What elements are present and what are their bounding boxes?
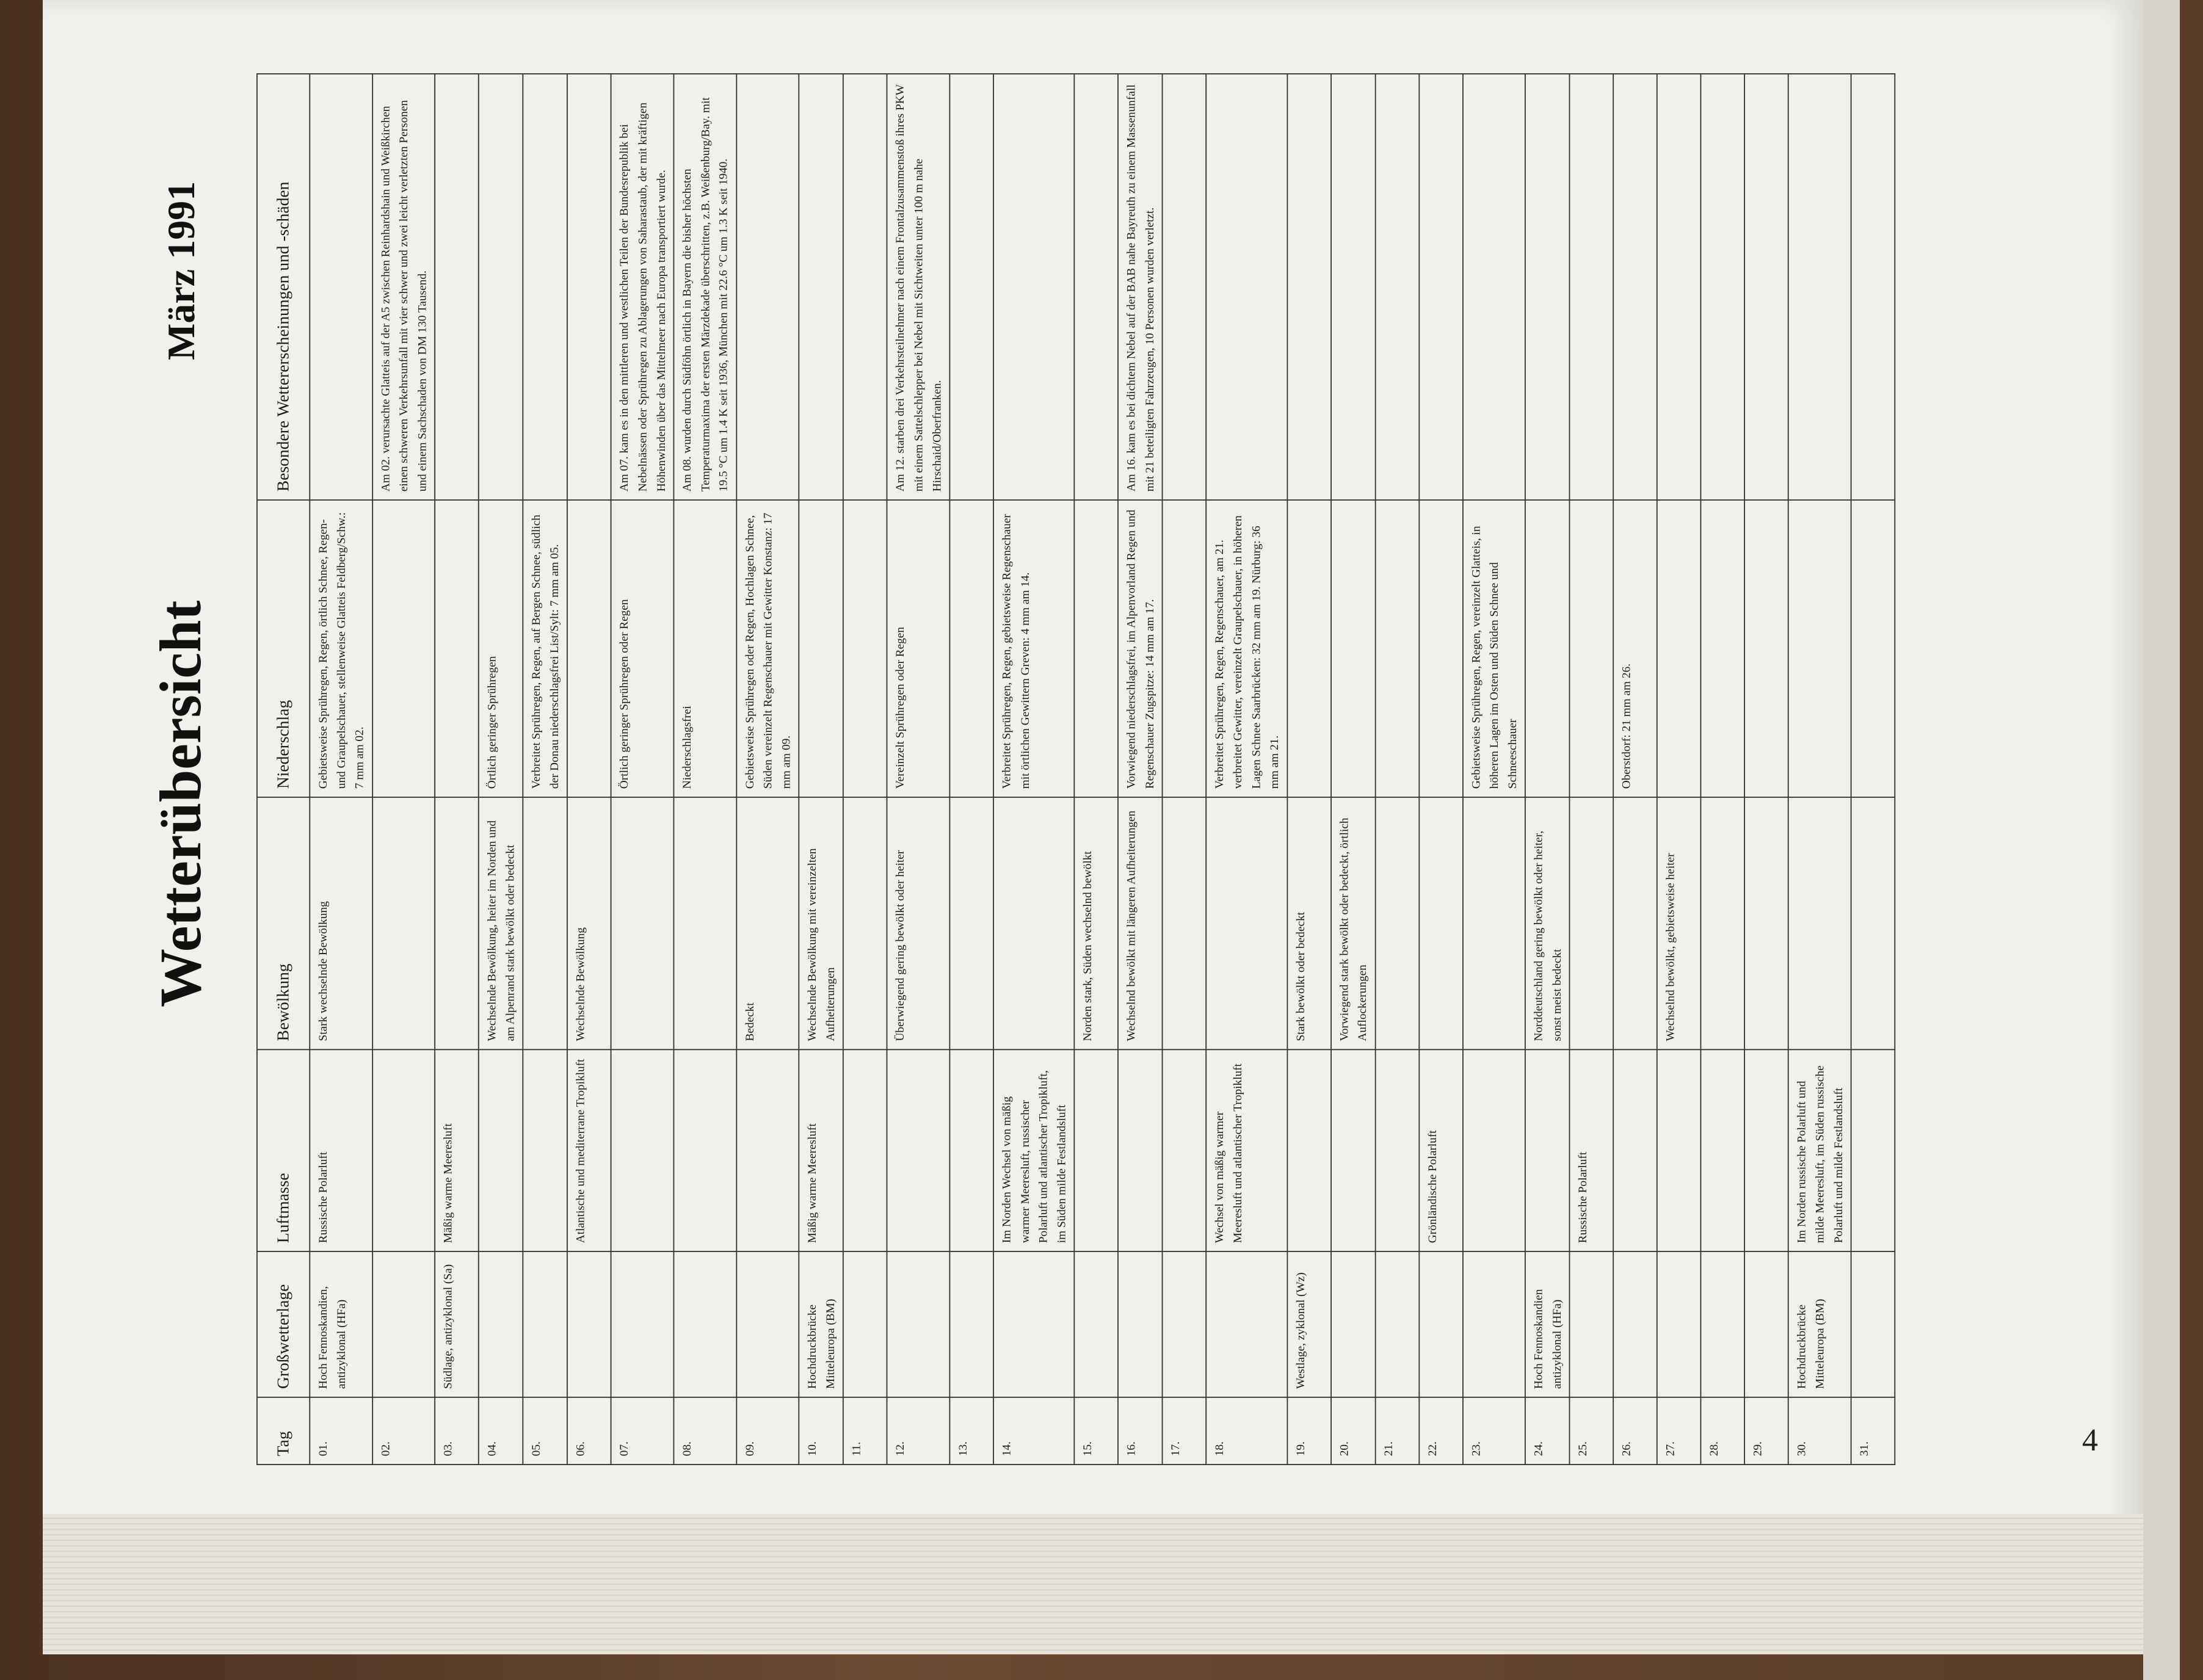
- cell-tag: 09.: [736, 1397, 799, 1465]
- cell-niederschlag: Verbreitet Sprühregen, Regen, Regenschauer, am 21. verbreitet Gewitter, vereinzelt Graupelschauer, in höheren Lagen Schnee Saarbrücken: 32 mm am 19. Nürburg: 36 mm am 21.: [1207, 500, 1287, 797]
- cell-tag: 24.: [1525, 1397, 1570, 1465]
- cell-luftmasse: Mäßig warme Meeresluft: [799, 1049, 844, 1251]
- cell-niederschlag: [1075, 500, 1119, 797]
- cell-luftmasse: [1331, 1049, 1376, 1251]
- table-row: [1375, 74, 1419, 1465]
- cell-besondere: [1375, 74, 1419, 500]
- table-row: [1657, 74, 1701, 1465]
- cell-tag: 13.: [950, 1397, 994, 1465]
- table-row: [736, 74, 799, 1465]
- cell-bewoelkung: Norddeutschland gering bewölkt oder heiter, sonst meist bedeckt: [1525, 797, 1570, 1049]
- cell-besondere: [1207, 74, 1287, 500]
- adjacent-page-edge: [2143, 0, 2180, 1680]
- cell-grosswetterlage: [372, 1251, 435, 1397]
- cell-bewoelkung: Bedeckt: [736, 797, 799, 1049]
- cell-niederschlag: [1701, 500, 1745, 797]
- table-row: [479, 74, 523, 1465]
- cell-niederschlag: Gebietsweise Sprühregen, Regen, vereinzelt Glatteis, in höheren Lagen im Osten und Süden Schnee und Schneeschauer: [1463, 500, 1526, 797]
- cell-luftmasse: [1851, 1049, 1895, 1251]
- cell-grosswetterlage: [1463, 1251, 1526, 1397]
- cell-luftmasse: [1075, 1049, 1119, 1251]
- col-header-luftmasse: Luftmasse: [257, 1049, 310, 1251]
- cell-luftmasse: [674, 1049, 737, 1251]
- cell-bewoelkung: [1744, 797, 1788, 1049]
- cell-grosswetterlage: [1331, 1251, 1376, 1397]
- page-edges: [43, 1514, 2143, 1654]
- table-row: [887, 74, 950, 1465]
- cell-bewoelkung: Wechselnd bewölkt, gebietsweise heiter: [1657, 797, 1701, 1049]
- table-row: [310, 74, 372, 1465]
- cell-niederschlag: [435, 500, 479, 797]
- cell-besondere: Am 02. verursachte Glatteis auf der A5 zwischen Reinhardshain und Weißkirchen einen schweren Verkehrsunfall mit vier schwer und zwei leicht verletzten Personen und einem Sachschaden von DM 130 Tausend.: [372, 74, 435, 500]
- cell-grosswetterlage: Hochdruckbrücke Mitteleuropa (BM): [1788, 1251, 1851, 1397]
- cell-niederschlag: [1851, 500, 1895, 797]
- table-row: [1614, 74, 1658, 1465]
- cell-luftmasse: Grönländische Polarluft: [1419, 1049, 1463, 1251]
- cell-tag: 19.: [1287, 1397, 1331, 1465]
- cell-bewoelkung: Überwiegend gering bewölkt oder heiter: [887, 797, 950, 1049]
- cell-grosswetterlage: [1657, 1251, 1701, 1397]
- cell-luftmasse: [736, 1049, 799, 1251]
- cell-besondere: [435, 74, 479, 500]
- cell-bewoelkung: [1375, 797, 1419, 1049]
- table-row: [993, 74, 1074, 1465]
- cell-bewoelkung: [611, 797, 674, 1049]
- cell-luftmasse: [950, 1049, 994, 1251]
- cell-luftmasse: [611, 1049, 674, 1251]
- cell-bewoelkung: [1419, 797, 1463, 1049]
- cell-tag: 11.: [843, 1397, 887, 1465]
- cell-grosswetterlage: [1419, 1251, 1463, 1397]
- cell-grosswetterlage: [950, 1251, 994, 1397]
- cell-luftmasse: [1701, 1049, 1745, 1251]
- cell-luftmasse: [1525, 1049, 1570, 1251]
- cell-tag: 31.: [1851, 1397, 1895, 1465]
- cell-tag: 30.: [1788, 1397, 1851, 1465]
- cell-bewoelkung: Wechselnde Bewölkung, heiter im Norden und am Alpenrand stark bewölkt oder bedeckt: [479, 797, 523, 1049]
- cell-niederschlag: [567, 500, 611, 797]
- cell-luftmasse: [1463, 1049, 1526, 1251]
- cell-grosswetterlage: Hochdruckbrücke Mitteleuropa (BM): [799, 1251, 844, 1397]
- cell-luftmasse: [843, 1049, 887, 1251]
- cell-grosswetterlage: [611, 1251, 674, 1397]
- cell-luftmasse: [1287, 1049, 1331, 1251]
- table-row: [372, 74, 435, 1465]
- table-row: [611, 74, 674, 1465]
- cell-tag: 29.: [1744, 1397, 1788, 1465]
- cell-besondere: [1287, 74, 1331, 500]
- cell-niederschlag: [1163, 500, 1207, 797]
- cell-grosswetterlage: [993, 1251, 1074, 1397]
- cell-besondere: [843, 74, 887, 500]
- cell-niederschlag: Vorwiegend niederschlagsfrei, im Alpenvorland Regen und Regenschauer Zugspitze: 14 mm am 17.: [1118, 500, 1163, 797]
- cell-grosswetterlage: [567, 1251, 611, 1397]
- cell-luftmasse: Russische Polarluft: [310, 1049, 372, 1251]
- cell-niederschlag: Niederschlagsfrei: [674, 500, 737, 797]
- table-row: [1570, 74, 1614, 1465]
- cell-niederschlag: [843, 500, 887, 797]
- cell-tag: 16.: [1118, 1397, 1163, 1465]
- cell-niederschlag: Oberstdorf: 21 mm am 26.: [1614, 500, 1658, 797]
- cell-besondere: [1657, 74, 1701, 500]
- cell-tag: 07.: [611, 1397, 674, 1465]
- cell-tag: 05.: [523, 1397, 568, 1465]
- cell-grosswetterlage: Westlage, zyklonal (Wz): [1287, 1251, 1331, 1397]
- cell-bewoelkung: [1788, 797, 1851, 1049]
- cell-luftmasse: [1614, 1049, 1658, 1251]
- cell-grosswetterlage: [479, 1251, 523, 1397]
- cell-besondere: [1851, 74, 1895, 500]
- cell-luftmasse: Russische Polarluft: [1570, 1049, 1614, 1251]
- cell-luftmasse: [523, 1049, 568, 1251]
- cell-niederschlag: [950, 500, 994, 797]
- table-row: [1744, 74, 1788, 1465]
- cell-besondere: [567, 74, 611, 500]
- col-header-besondere: Besondere Wettererscheinungen und -schäden: [257, 74, 310, 500]
- cell-bewoelkung: Stark wechselnde Bewölkung: [310, 797, 372, 1049]
- table-row: [1163, 74, 1207, 1465]
- table-row: [1287, 74, 1331, 1465]
- col-header-niederschlag: Niederschlag: [257, 500, 310, 797]
- cell-bewoelkung: [1701, 797, 1745, 1049]
- cell-besondere: [736, 74, 799, 500]
- cell-niederschlag: [1287, 500, 1331, 797]
- table-header-row: [257, 74, 310, 1465]
- cell-tag: 06.: [567, 1397, 611, 1465]
- cell-grosswetterlage: [1614, 1251, 1658, 1397]
- cell-grosswetterlage: [887, 1251, 950, 1397]
- cell-tag: 21.: [1375, 1397, 1419, 1465]
- cell-niederschlag: [1788, 500, 1851, 797]
- col-header-grosswetterlage: Großwetterlage: [257, 1251, 310, 1397]
- cell-bewoelkung: Wechselnde Bewölkung: [567, 797, 611, 1049]
- cell-besondere: Am 12. starben drei Verkehrsteilnehmer nach einem Frontalzusammenstoß ihres PKW mit einem Sattelschlepper bei Nebel mit Sichtweiten unter 100 m nahe Hirschaid/Oberfranken.: [887, 74, 950, 500]
- table-row: [1075, 74, 1119, 1465]
- cell-niederschlag: Örtlich geringer Sprühregen oder Regen: [611, 500, 674, 797]
- cell-tag: 15.: [1075, 1397, 1119, 1465]
- cell-bewoelkung: [950, 797, 994, 1049]
- table-row: [674, 74, 737, 1465]
- cell-besondere: [1331, 74, 1376, 500]
- cell-besondere: [1525, 74, 1570, 500]
- cell-niederschlag: Verbreitet Sprühregen, Regen, gebietsweise Regenschauer mit örtlichen Gewittern Greven: 4 mm am 14.: [993, 500, 1074, 797]
- table-row: [799, 74, 844, 1465]
- cell-besondere: [310, 74, 372, 500]
- cell-besondere: [1701, 74, 1745, 500]
- cell-luftmasse: Atlantische und mediterrane Tropikluft: [567, 1049, 611, 1251]
- cell-tag: 23.: [1463, 1397, 1526, 1465]
- cell-luftmasse: [372, 1049, 435, 1251]
- cell-besondere: [523, 74, 568, 500]
- cell-bewoelkung: [523, 797, 568, 1049]
- cell-bewoelkung: Wechselnde Bewölkung mit vereinzelten Aufheiterungen: [799, 797, 844, 1049]
- cell-bewoelkung: [1614, 797, 1658, 1049]
- cell-grosswetterlage: [1701, 1251, 1745, 1397]
- table-row: [1701, 74, 1745, 1465]
- cell-besondere: [950, 74, 994, 500]
- cell-bewoelkung: [1463, 797, 1526, 1049]
- cell-bewoelkung: Wechselnd bewölkt mit längeren Aufheiterungen: [1118, 797, 1163, 1049]
- cell-grosswetterlage: [1075, 1251, 1119, 1397]
- table-row: [1463, 74, 1526, 1465]
- cell-luftmasse: [479, 1049, 523, 1251]
- cell-tag: 10.: [799, 1397, 844, 1465]
- cell-tag: 28.: [1701, 1397, 1745, 1465]
- cell-bewoelkung: [993, 797, 1074, 1049]
- col-header-bewoelkung: Bewölkung: [257, 797, 310, 1049]
- cell-luftmasse: [1118, 1049, 1163, 1251]
- cell-tag: 04.: [479, 1397, 523, 1465]
- cell-bewoelkung: Norden stark, Süden wechselnd bewölkt: [1075, 797, 1119, 1049]
- cell-tag: 14.: [993, 1397, 1074, 1465]
- cell-tag: 08.: [674, 1397, 737, 1465]
- cell-bewoelkung: Stark bewölkt oder bedeckt: [1287, 797, 1331, 1049]
- cell-tag: 18.: [1207, 1397, 1287, 1465]
- cell-bewoelkung: [674, 797, 737, 1049]
- cell-besondere: [799, 74, 844, 500]
- table-row: [1419, 74, 1463, 1465]
- cell-grosswetterlage: [1118, 1251, 1163, 1397]
- cell-grosswetterlage: [1851, 1251, 1895, 1397]
- cell-niederschlag: [1419, 500, 1463, 797]
- cell-tag: 25.: [1570, 1397, 1614, 1465]
- cell-bewoelkung: [372, 797, 435, 1049]
- cell-niederschlag: [799, 500, 844, 797]
- table-row: [435, 74, 479, 1465]
- cell-luftmasse: Im Norden russische Polarluft und milde Meeresluft, im Süden russische Polarluft und milde Festlandsluft: [1788, 1049, 1851, 1251]
- cell-tag: 20.: [1331, 1397, 1376, 1465]
- cell-tag: 02.: [372, 1397, 435, 1465]
- cell-luftmasse: Im Norden Wechsel von mäßig warmer Meeresluft, russischer Polarluft und atlantischer Tropikluft, im Süden milde Festlandsluft: [993, 1049, 1074, 1251]
- cell-besondere: Am 07. kam es in den mittleren und westlichen Teilen der Bundesrepublik bei Nebelnässen oder Sprühregen zu Ablagerungen von Saharastaub, der mit kräftigen Höhenwinden über das Mittelmeer nach Europa transportiert wurde.: [611, 74, 674, 500]
- cell-besondere: [479, 74, 523, 500]
- cell-besondere: Am 16. kam es bei dichtem Nebel auf der BAB nahe Bayreuth zu einem Massenunfall mit 21 beteiligten Fahrzeugen, 10 Personen wurden verletzt.: [1118, 74, 1163, 500]
- cell-bewoelkung: [1163, 797, 1207, 1049]
- cell-tag: 22.: [1419, 1397, 1463, 1465]
- cell-bewoelkung: [1851, 797, 1895, 1049]
- table-row: [843, 74, 887, 1465]
- cell-besondere: [1163, 74, 1207, 500]
- cell-grosswetterlage: [674, 1251, 737, 1397]
- cell-luftmasse: [887, 1049, 950, 1251]
- cell-besondere: [1744, 74, 1788, 500]
- cell-luftmasse: [1375, 1049, 1419, 1251]
- cell-luftmasse: Mäßig warme Meeresluft: [435, 1049, 479, 1251]
- cell-besondere: [1570, 74, 1614, 500]
- cell-grosswetterlage: [1375, 1251, 1419, 1397]
- cell-grosswetterlage: [736, 1251, 799, 1397]
- cell-besondere: Am 08. wurden durch Südföhn örtlich in Bayern die bisher höchsten Temperaturmaxima der ersten Märzdekade überschritten, z.B. Weißenburg/Bay. mit 19.5 °C um 1.4 K seit 1936, München mit 22.6 °C um 1.3 K seit 1940.: [674, 74, 737, 500]
- col-header-tag: Tag: [257, 1397, 310, 1465]
- cell-niederschlag: Vereinzelt Sprühregen oder Regen: [887, 500, 950, 797]
- cell-niederschlag: [1331, 500, 1376, 797]
- cell-tag: 03.: [435, 1397, 479, 1465]
- cell-grosswetterlage: Südlage, antizyklonal (Sa): [435, 1251, 479, 1397]
- cell-grosswetterlage: Hoch Fennoskandien antizyklonal (HFa): [1525, 1251, 1570, 1397]
- cell-luftmasse: [1163, 1049, 1207, 1251]
- cell-luftmasse: [1744, 1049, 1788, 1251]
- cell-grosswetterlage: [1207, 1251, 1287, 1397]
- cell-grosswetterlage: [1163, 1251, 1207, 1397]
- cell-tag: 12.: [887, 1397, 950, 1465]
- table-row: [567, 74, 611, 1465]
- cell-niederschlag: Gebietsweise Sprühregen oder Regen, Hochlagen Schnee, Süden vereinzelt Regenschauer mit Gewitter Konstanz: 17 mm am 09.: [736, 500, 799, 797]
- cell-tag: 01.: [310, 1397, 372, 1465]
- cell-besondere: [1788, 74, 1851, 500]
- cell-tag: 26.: [1614, 1397, 1658, 1465]
- cell-grosswetterlage: [1744, 1251, 1788, 1397]
- table-row: [1331, 74, 1376, 1465]
- cell-luftmasse: Wechsel von mäßig warmer Meeresluft und atlantischer Tropikluft: [1207, 1049, 1287, 1251]
- table-row: [1788, 74, 1851, 1465]
- cell-besondere: [1614, 74, 1658, 500]
- cell-niederschlag: [1375, 500, 1419, 797]
- cell-grosswetterlage: [523, 1251, 568, 1397]
- cell-besondere: [1075, 74, 1119, 500]
- cell-bewoelkung: [1207, 797, 1287, 1049]
- cell-bewoelkung: [843, 797, 887, 1049]
- cell-niederschlag: [1657, 500, 1701, 797]
- table-row: [523, 74, 568, 1465]
- weather-table: [256, 73, 1895, 1465]
- cell-tag: 17.: [1163, 1397, 1207, 1465]
- table-row: [1851, 74, 1895, 1465]
- rotated-content: [256, 84, 1917, 1465]
- cell-niederschlag: Verbreitet Sprühregen, Regen, auf Bergen Schnee, südlich der Donau niederschlagsfrei List/Sylt: 7 mm am 05.: [523, 500, 568, 797]
- table-row: [1207, 74, 1287, 1465]
- cell-grosswetterlage: Hoch Fennoskandien, antizyklonal (HFa): [310, 1251, 372, 1397]
- table-row: [950, 74, 994, 1465]
- page-title: Wetterübersicht: [148, 600, 213, 1007]
- table-body: [310, 74, 1895, 1465]
- cell-tag: 27.: [1657, 1397, 1701, 1465]
- cell-besondere: [1419, 74, 1463, 500]
- cell-niederschlag: Gebietsweise Sprühregen, Regen, örtlich Schnee, Regen- und Graupelschauer, stellenweise Glatteis Feldberg/Schw.: 7 mm am 02.: [310, 500, 372, 797]
- page-number: 4: [2082, 1423, 2098, 1458]
- cell-besondere: [1463, 74, 1526, 500]
- cell-niederschlag: Örtlich geringer Sprühregen: [479, 500, 523, 797]
- cell-niederschlag: [1744, 500, 1788, 797]
- title-area: [147, 0, 220, 1680]
- cell-niederschlag: [372, 500, 435, 797]
- cell-grosswetterlage: [843, 1251, 887, 1397]
- cell-besondere: [993, 74, 1074, 500]
- cell-luftmasse: [1657, 1049, 1701, 1251]
- cell-niederschlag: [1525, 500, 1570, 797]
- table-row: [1118, 74, 1163, 1465]
- cell-bewoelkung: Vorwiegend stark bewölkt oder bedeckt, örtlich Auflockerungen: [1331, 797, 1376, 1049]
- cell-niederschlag: [1570, 500, 1614, 797]
- page-subtitle: März 1991: [159, 181, 203, 360]
- cell-bewoelkung: [435, 797, 479, 1049]
- cell-bewoelkung: [1570, 797, 1614, 1049]
- cell-grosswetterlage: [1570, 1251, 1614, 1397]
- table-row: [1525, 74, 1570, 1465]
